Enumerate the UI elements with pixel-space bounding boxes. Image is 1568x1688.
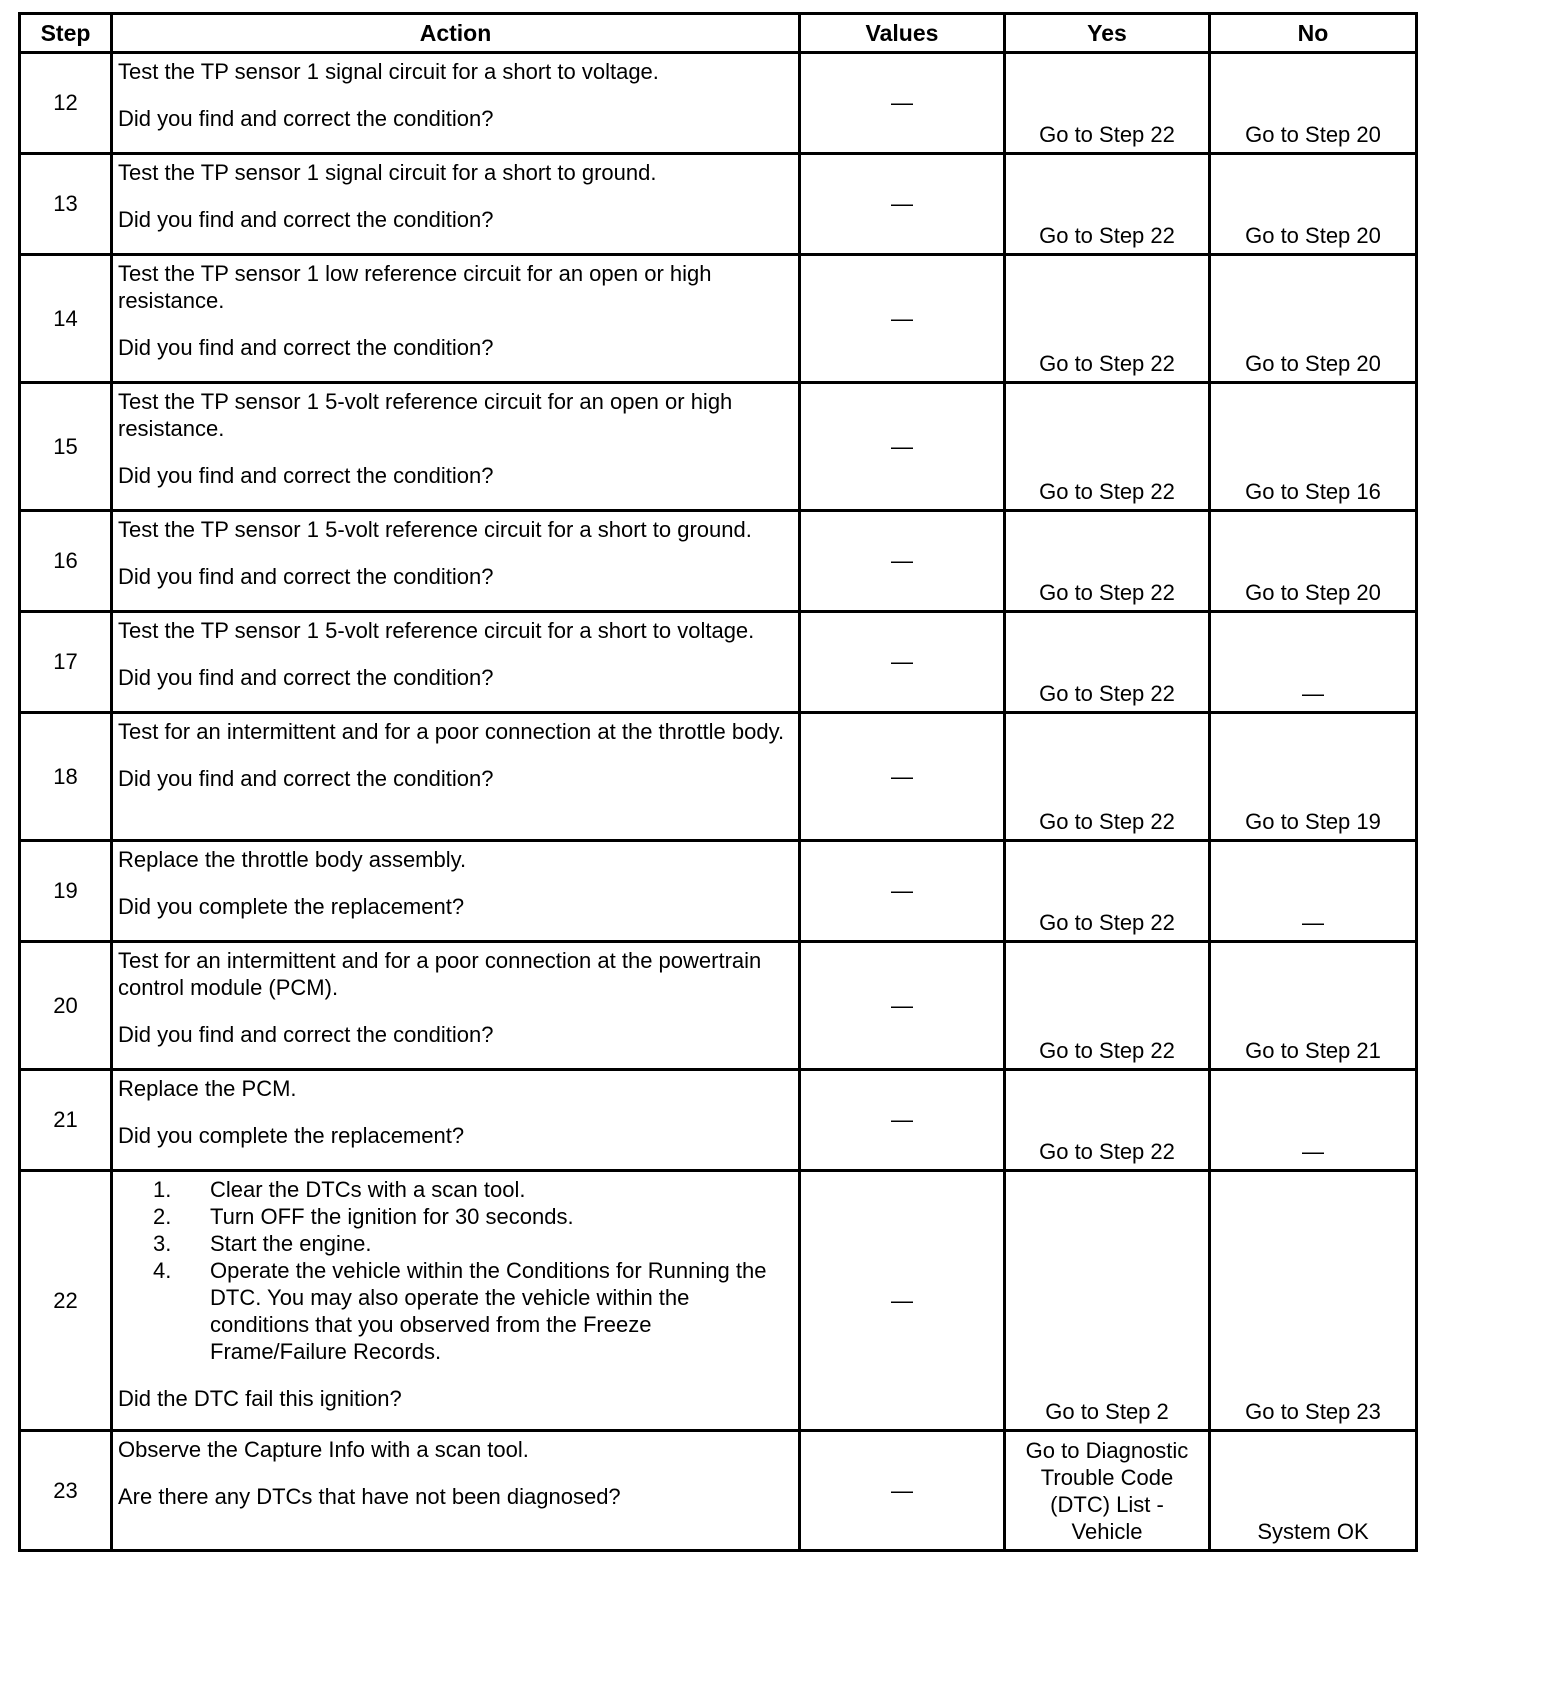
question-text: Did you complete the replacement? <box>118 894 465 919</box>
action-text: Test the TP sensor 1 low reference circuit for an open or high resistance. <box>118 261 712 313</box>
yes-cell: Go to Step 22 <box>1005 154 1210 255</box>
list-number: 3. <box>153 1231 172 1256</box>
question-text: Did you find and correct the condition? <box>118 766 494 791</box>
values-cell: — <box>800 511 1005 612</box>
action-cell <box>112 53 800 154</box>
step-number: 14 <box>20 255 112 383</box>
question-text: Did you find and correct the condition? <box>118 1022 494 1047</box>
action-text: Observe the Capture Info with a scan tool. <box>118 1437 529 1462</box>
question-text: Did you find and correct the condition? <box>118 463 494 488</box>
list-number: 2. <box>153 1204 172 1229</box>
yes-cell: Go to Step 22 <box>1005 1070 1210 1171</box>
question-text: Did you find and correct the condition? <box>118 106 494 131</box>
table-row <box>20 1070 1417 1171</box>
no-cell: Go to Step 20 <box>1210 511 1417 612</box>
action-cell <box>112 383 800 511</box>
values-cell: — <box>800 713 1005 841</box>
action-cell <box>112 942 800 1070</box>
action-text: Test the TP sensor 1 5-volt reference circuit for a short to ground. <box>118 517 752 542</box>
action-text: Test the TP sensor 1 5-volt reference circuit for a short to voltage. <box>118 618 755 643</box>
table-row <box>20 154 1417 255</box>
question-text: Did you find and correct the condition? <box>118 335 494 360</box>
step-number: 20 <box>20 942 112 1070</box>
values-cell: — <box>800 383 1005 511</box>
values-cell: — <box>800 612 1005 713</box>
list-number: 1. <box>153 1177 172 1202</box>
no-cell: Go to Step 20 <box>1210 255 1417 383</box>
yes-cell: Go to Step 22 <box>1005 942 1210 1070</box>
action-cell <box>112 255 800 383</box>
values-cell: — <box>800 154 1005 255</box>
values-cell: — <box>800 942 1005 1070</box>
table-row <box>20 713 1417 841</box>
procedure-list <box>118 1176 794 1365</box>
action-cell <box>112 612 800 713</box>
no-cell: Go to Step 16 <box>1210 383 1417 511</box>
values-cell: — <box>800 1070 1005 1171</box>
action-text: Test for an intermittent and for a poor connection at the throttle body. <box>118 719 785 744</box>
question-text: Did you find and correct the condition? <box>118 207 494 232</box>
list-text: Operate the vehicle within the Conditions for Running the DTC. You may also operate the vehicle within the conditions that you observed from the Freeze Frame/Failure Records. <box>210 1258 767 1364</box>
action-text: Test the TP sensor 1 signal circuit for a short to voltage. <box>118 59 659 84</box>
step-number: 22 <box>20 1171 112 1431</box>
no-cell: — <box>1210 841 1417 942</box>
step-number: 18 <box>20 713 112 841</box>
step-number: 21 <box>20 1070 112 1171</box>
table-row <box>20 511 1417 612</box>
step-number: 13 <box>20 154 112 255</box>
action-text: Replace the throttle body assembly. <box>118 847 467 872</box>
question-text: Did you find and correct the condition? <box>118 665 494 690</box>
values-cell: — <box>800 1171 1005 1431</box>
step-number: 17 <box>20 612 112 713</box>
step-number: 15 <box>20 383 112 511</box>
table-row <box>20 383 1417 511</box>
step-number: 16 <box>20 511 112 612</box>
list-text: Turn OFF the ignition for 30 seconds. <box>210 1204 574 1229</box>
yes-cell: Go to Step 22 <box>1005 511 1210 612</box>
question-text: Did you complete the replacement? <box>118 1123 465 1148</box>
no-cell: — <box>1210 1070 1417 1171</box>
yes-cell: Go to Step 2 <box>1005 1171 1210 1431</box>
header-step: Step <box>20 14 112 53</box>
question-text: Did the DTC fail this ignition? <box>118 1386 402 1411</box>
no-cell: Go to Step 20 <box>1210 154 1417 255</box>
yes-cell: Go to Step 22 <box>1005 53 1210 154</box>
no-cell: Go to Step 20 <box>1210 53 1417 154</box>
action-cell <box>112 154 800 255</box>
action-text: Replace the PCM. <box>118 1076 297 1101</box>
action-text: Test for an intermittent and for a poor connection at the powertrain control module (PCM). <box>118 948 762 1000</box>
yes-cell: Go to Step 22 <box>1005 612 1210 713</box>
table-row <box>20 1171 1417 1431</box>
header-row <box>20 14 1417 53</box>
header-yes: Yes <box>1005 14 1210 53</box>
action-cell <box>112 713 800 841</box>
step-number: 23 <box>20 1431 112 1551</box>
diagnostic-table <box>18 12 1418 1552</box>
list-item <box>153 1257 794 1365</box>
values-cell: — <box>800 53 1005 154</box>
no-cell: Go to Step 23 <box>1210 1171 1417 1431</box>
table-row <box>20 841 1417 942</box>
table-row <box>20 612 1417 713</box>
list-item <box>153 1176 794 1203</box>
action-cell <box>112 1070 800 1171</box>
list-item <box>153 1203 794 1230</box>
yes-cell: Go to Step 22 <box>1005 713 1210 841</box>
list-text: Start the engine. <box>210 1231 372 1256</box>
yes-cell: Go to Step 22 <box>1005 383 1210 511</box>
list-text: Clear the DTCs with a scan tool. <box>210 1177 526 1202</box>
question-text: Are there any DTCs that have not been diagnosed? <box>118 1484 621 1509</box>
list-number: 4. <box>153 1258 172 1283</box>
action-text: Test the TP sensor 1 signal circuit for a short to ground. <box>118 160 657 185</box>
values-cell: — <box>800 1431 1005 1551</box>
header-values: Values <box>800 14 1005 53</box>
yes-cell: Go to Step 22 <box>1005 841 1210 942</box>
step-number: 12 <box>20 53 112 154</box>
table-row <box>20 53 1417 154</box>
no-cell: — <box>1210 612 1417 713</box>
action-cell <box>112 1171 800 1431</box>
table-row <box>20 942 1417 1070</box>
yes-cell: Go to Step 22 <box>1005 255 1210 383</box>
action-cell <box>112 511 800 612</box>
action-cell <box>112 1431 800 1551</box>
no-cell: System OK <box>1210 1431 1417 1551</box>
question-text: Did you find and correct the condition? <box>118 564 494 589</box>
table-row <box>20 255 1417 383</box>
header-no: No <box>1210 14 1417 53</box>
action-text: Test the TP sensor 1 5-volt reference circuit for an open or high resistance. <box>118 389 733 441</box>
yes-cell: Go to Diagnostic Trouble Code (DTC) List - Vehicle <box>1005 1431 1210 1551</box>
header-action: Action <box>112 14 800 53</box>
values-cell: — <box>800 841 1005 942</box>
no-cell: Go to Step 19 <box>1210 713 1417 841</box>
list-item <box>153 1230 794 1257</box>
step-number: 19 <box>20 841 112 942</box>
no-cell: Go to Step 21 <box>1210 942 1417 1070</box>
action-cell <box>112 841 800 942</box>
values-cell: — <box>800 255 1005 383</box>
table-row <box>20 1431 1417 1551</box>
